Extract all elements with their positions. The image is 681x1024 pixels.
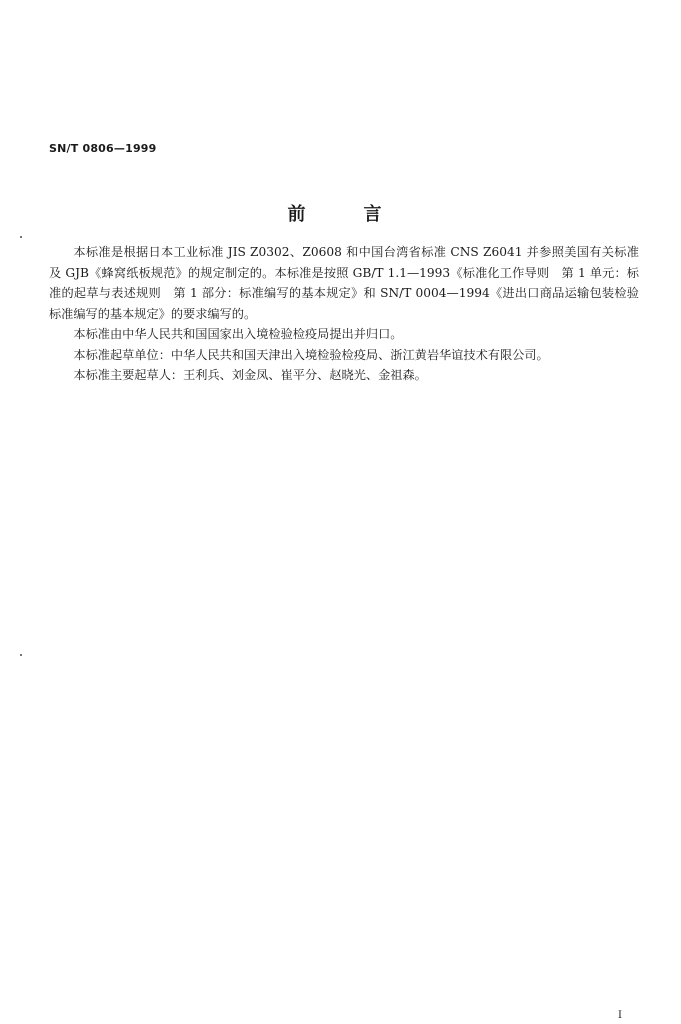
scan-speck xyxy=(20,654,22,656)
scan-speck xyxy=(20,236,22,238)
paragraph-drafters: 本标准主要起草人：王利兵、刘金凤、崔平分、赵晓光、金祖森。 xyxy=(73,368,427,382)
paragraph-drafting-units: 本标准起草单位：中华人民共和国天津出入境检验检疫局、浙江黄岩华谊技术有限公司。 xyxy=(73,347,549,362)
paragraph-proposer: 本标准由中华人民共和国国家出入境检验检疫局提出并归口。 xyxy=(73,327,403,341)
foreword-body xyxy=(49,242,639,386)
section-title: 前言 xyxy=(287,204,440,225)
paragraph-basis: 本标准是根据日本工业标准 JIS Z0302、Z0608 和中国台湾省标准 CNS Z6041 并参照美国有关标准及 GJB《蜂窝纸板规范》的规定制定的。本标准是按照 GB/T 1.1—1993《标准化工作导则 第 1 单元：标准的起草与表述规则 第 1 部分：标准编写的基本规定》和 SN/T 0004—1994《进出口商品运输包装检验标准编写的基本规定》的要求编写的。 xyxy=(49,245,639,321)
standard-code: SN/T 0806—1999 xyxy=(49,142,157,155)
page-number: I xyxy=(618,1010,622,1021)
